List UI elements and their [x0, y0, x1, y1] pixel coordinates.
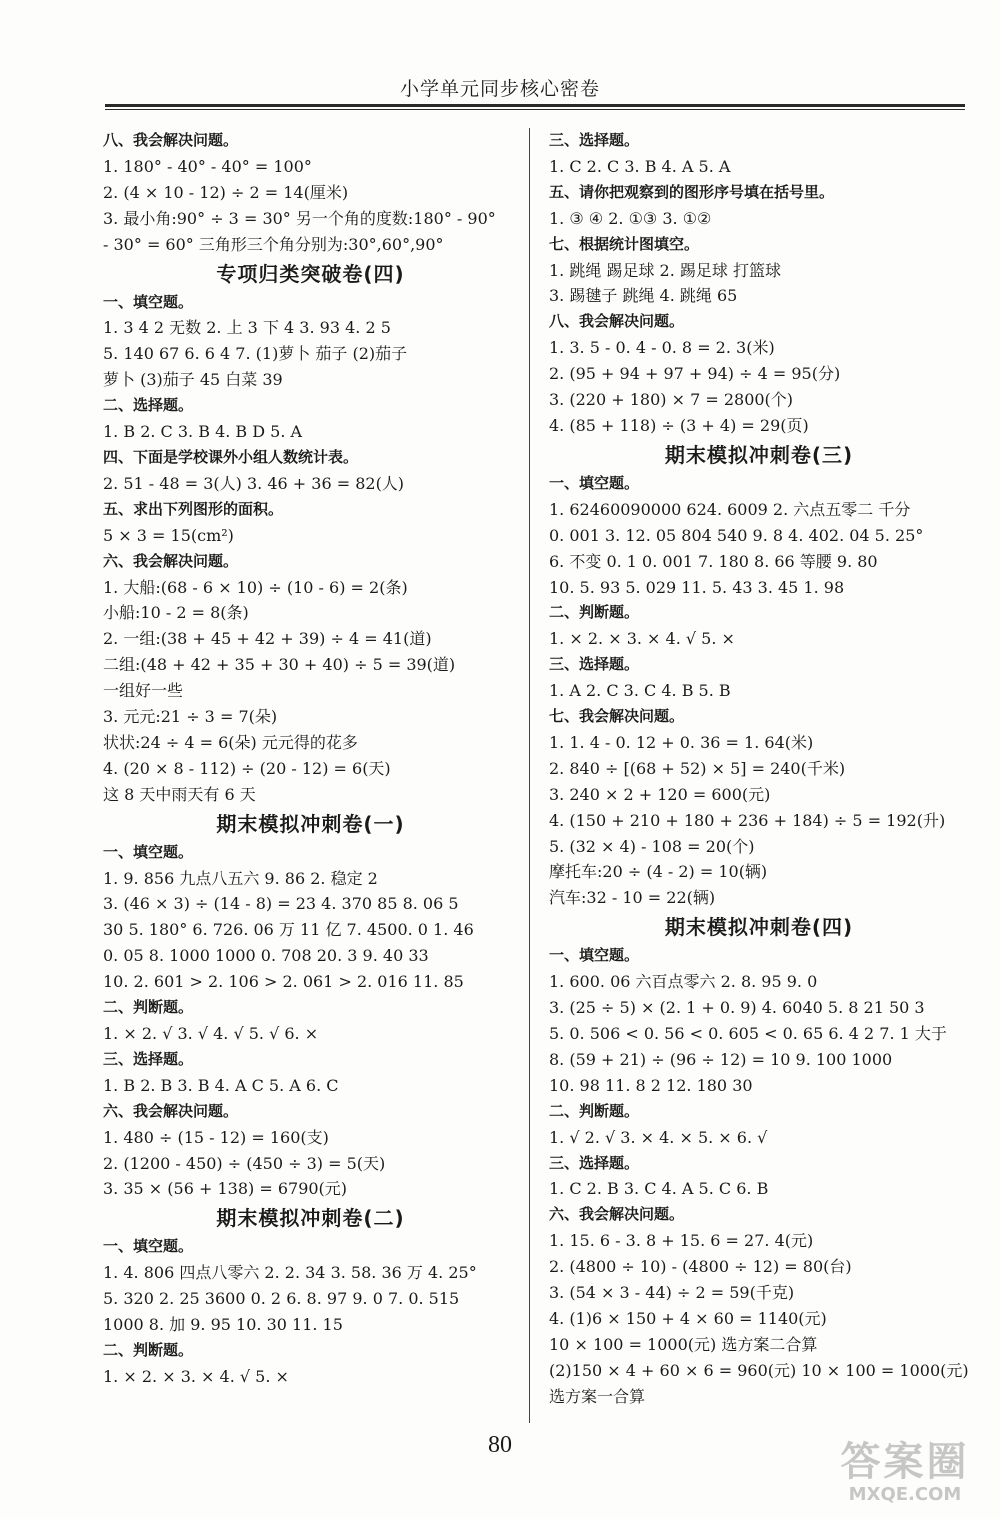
- answer-line: 3. (25 ÷ 5) × (2. 1 + 0. 9) 4. 6040 5. 8 21 50 3: [549, 998, 925, 1018]
- question-heading: 二、判断题。: [549, 1101, 640, 1120]
- answer-line: 1. 3 4 2 无数 2. 上 3 下 4 3. 93 4. 2 5: [103, 318, 391, 338]
- answer-line: 4. (1)6 × 150 + 4 × 60 = 1140(元): [549, 1308, 827, 1328]
- question-heading: 八、我会解决问题。: [549, 312, 685, 331]
- answer-line: 1. B 2. C 3. B 4. B D 5. A: [103, 422, 303, 442]
- question-heading: 八、我会解决问题。: [103, 131, 239, 149]
- question-heading: 一、填空题。: [549, 946, 640, 965]
- answer-line: 2. (4800 ÷ 10) - (4800 ÷ 12) = 80(台): [549, 1257, 852, 1277]
- answer-line: 3. (220 + 180) × 7 = 2800(个): [549, 390, 794, 410]
- question-heading: 七、根据统计图填空。: [549, 234, 700, 253]
- answer-line: 汽车:32 - 10 = 22(辆): [549, 888, 716, 908]
- answer-line: 4. (85 + 118) ÷ (3 + 4) = 29(页): [549, 415, 809, 435]
- answer-line: 30 5. 180° 6. 726. 06 万 11 亿 7. 4500. 0 1. 46: [103, 920, 474, 940]
- question-heading: 一、填空题。: [549, 473, 640, 492]
- answer-line: 1. C 2. B 3. C 4. A 5. C 6. B: [549, 1179, 769, 1199]
- section-title: 期末模拟冲刺卷(一): [216, 811, 405, 836]
- question-heading: 六、我会解决问题。: [103, 551, 239, 570]
- answer-line: 1. 600. 06 六百点零六 2. 8. 95 9. 0: [549, 972, 818, 992]
- answer-line: 5 × 3 = 15(cm²): [103, 525, 234, 545]
- answer-line: 3. (54 × 3 - 44) ÷ 2 = 59(千克): [549, 1283, 795, 1303]
- answer-line: 3. 元元:21 ÷ 3 = 7(朵): [103, 707, 278, 727]
- answer-line: 二组:(48 + 42 + 35 + 30 + 40) ÷ 5 = 39(道): [103, 655, 456, 675]
- answer-line: 1. B 2. B 3. B 4. A C 5. A 6. C: [103, 1075, 339, 1095]
- question-heading: 二、判断题。: [103, 998, 194, 1017]
- answer-line: 1. √ 2. √ 3. × 4. × 5. × 6. √: [549, 1127, 768, 1147]
- answer-line: 1. ③ ④ 2. ①③ 3. ①②: [549, 208, 712, 228]
- answer-line: 0. 001 3. 12. 05 804 540 9. 8 4. 402. 04 5. 25°: [549, 525, 924, 545]
- answer-line: (2)150 × 4 + 60 × 6 = 960(元) 10 × 100 = 1000(元): [549, 1360, 969, 1380]
- answer-line: - 30° = 60° 三角形三个角分别为:30°,60°,90°: [103, 234, 444, 254]
- answer-line: 3. 240 × 2 + 120 = 600(元): [549, 784, 771, 804]
- left-column: [103, 128, 518, 1390]
- section-title: 专项归类突破卷(四): [216, 261, 405, 286]
- answer-line: 5. 140 67 6. 6 4 7. (1)萝卜 茄子 (2)茄子: [103, 344, 408, 364]
- answer-line: 3. 踢毽子 跳绳 4. 跳绳 65: [549, 286, 738, 306]
- answer-line: 5. (32 × 4) - 108 = 20(个): [549, 836, 755, 856]
- answer-line: 0. 05 8. 1000 1000 0. 708 20. 3 9. 40 33: [103, 946, 429, 966]
- header-rule-thick: [105, 104, 965, 107]
- answer-line: 10. 2. 601 > 2. 106 > 2. 061 > 2. 016 11. 85: [103, 972, 464, 992]
- answer-line: 8. (59 + 21) ÷ (96 ÷ 12) = 10 9. 100 1000: [549, 1049, 893, 1069]
- answer-line: 3. 最小角:90° ÷ 3 = 30° 另一个角的度数:180° - 90°: [103, 208, 496, 228]
- answer-line: 1. 跳绳 踢足球 2. 踢足球 打篮球: [549, 260, 781, 280]
- watermark-logo: [820, 1440, 990, 1510]
- question-heading: 三、选择题。: [103, 1049, 194, 1068]
- answer-line: 10. 5. 93 5. 029 11. 5. 43 3. 45 1. 98: [549, 577, 845, 597]
- answer-line: 1. 4. 806 四点八零六 2. 2. 34 3. 58. 36 万 4. 25°: [103, 1263, 477, 1283]
- answer-line: 2. 840 ÷ [(68 + 52) × 5] = 240(千米): [549, 758, 846, 778]
- answer-line: 这 8 天中雨天有 6 天: [103, 784, 256, 804]
- answer-line: 1000 8. 加 9. 95 10. 30 11. 15: [103, 1315, 343, 1335]
- answer-line: 6. 不变 0. 1 0. 001 7. 180 8. 66 等腰 9. 80: [549, 551, 878, 571]
- question-heading: 一、填空题。: [103, 842, 194, 861]
- page-number: 80: [488, 1432, 512, 1458]
- watermark-logo-text: 答案圈: [840, 1439, 970, 1485]
- answer-line: 1. × 2. √ 3. √ 4. √ 5. √ 6. ×: [103, 1024, 319, 1043]
- answer-line: 1. A 2. C 3. C 4. B 5. B: [549, 681, 731, 701]
- question-heading: 二、判断题。: [103, 1340, 194, 1359]
- answer-line: 萝卜 (3)茄子 45 白菜 39: [103, 370, 283, 390]
- answer-line: 一组好一些: [103, 681, 184, 701]
- question-heading: 四、下面是学校课外小组人数统计表。: [103, 447, 359, 466]
- answer-line: 1. 62460090000 624. 6009 2. 六点五零二 千分: [549, 499, 911, 519]
- column-divider: [529, 128, 530, 1423]
- answer-line: 1. 3. 5 - 0. 4 - 0. 8 = 2. 3(米): [549, 338, 775, 358]
- answer-line: 5. 320 2. 25 3600 0. 2 6. 8. 97 9. 0 7. 0. 515: [103, 1289, 460, 1309]
- page-header-title: 小学单元同步核心密卷: [399, 78, 600, 100]
- answer-line: 摩托车:20 ÷ (4 - 2) = 10(辆): [549, 862, 768, 882]
- answer-line: 1. × 2. × 3. × 4. √ 5. ×: [103, 1366, 289, 1386]
- section-title: 期末模拟冲刺卷(四): [664, 915, 854, 940]
- answer-line: 2. (4 × 10 - 12) ÷ 2 = 14(厘米): [103, 182, 349, 202]
- question-heading: 三、选择题。: [549, 131, 640, 149]
- question-heading: 七、我会解决问题。: [549, 707, 685, 726]
- watermark-url: MXQE.COM: [848, 1484, 962, 1505]
- answer-line: 3. (46 × 3) ÷ (14 - 8) = 23 4. 370 85 8. 06 5: [103, 894, 459, 914]
- answer-line: 4. (150 + 210 + 180 + 236 + 184) ÷ 5 = 192(升): [549, 810, 946, 830]
- header-rule-thin: [105, 109, 965, 110]
- question-heading: 六、我会解决问题。: [549, 1205, 685, 1224]
- right-column: [549, 128, 969, 1410]
- answer-line: 10. 98 11. 8 2 12. 180 30: [549, 1075, 753, 1095]
- answer-line: 1. C 2. C 3. B 4. A 5. A: [549, 156, 731, 176]
- question-heading: 六、我会解决问题。: [103, 1101, 239, 1120]
- question-heading: 三、选择题。: [549, 655, 640, 674]
- question-heading: 五、求出下列图形的面积。: [103, 499, 284, 518]
- question-heading: 一、填空题。: [103, 292, 194, 311]
- question-heading: 一、填空题。: [103, 1237, 194, 1256]
- answer-line: 1. 大船:(68 - 6 × 10) ÷ (10 - 6) = 2(条): [103, 577, 408, 597]
- answer-line: 1. 15. 6 - 3. 8 + 15. 6 = 27. 4(元): [549, 1231, 814, 1251]
- answer-line: 小船:10 - 2 = 8(条): [103, 603, 249, 623]
- question-heading: 二、选择题。: [103, 396, 194, 415]
- answer-line: 1. × 2. × 3. × 4. √ 5. ×: [549, 629, 735, 649]
- answer-line: 1. 1. 4 - 0. 12 + 0. 36 = 1. 64(米): [549, 732, 814, 752]
- answer-line: 状状:24 ÷ 4 = 6(朵) 元元得的花多: [103, 732, 358, 752]
- answer-line: 2. (95 + 94 + 97 + 94) ÷ 4 = 95(分): [549, 364, 841, 384]
- answer-line: 2. (1200 - 450) ÷ (450 ÷ 3) = 5(天): [103, 1153, 386, 1173]
- answer-line: 1. 9. 856 九点八五六 9. 86 2. 稳定 2: [103, 868, 378, 888]
- answer-line: 5. 0. 506 < 0. 56 < 0. 605 < 0. 65 6. 4 2 7. 1 大于: [549, 1024, 947, 1043]
- answer-line: 1. 180° - 40° - 40° = 100°: [103, 156, 312, 176]
- answer-line: 4. (20 × 8 - 112) ÷ (20 - 12) = 6(天): [103, 758, 391, 778]
- section-title: 期末模拟冲刺卷(二): [216, 1206, 405, 1231]
- answer-line: 选方案一合算: [549, 1386, 646, 1406]
- answer-line: 3. 35 × (56 + 138) = 6790(元): [103, 1179, 348, 1199]
- answer-line: 1. 480 ÷ (15 - 12) = 160(支): [103, 1127, 329, 1147]
- answer-line: 2. 51 - 48 = 3(人) 3. 46 + 36 = 82(人): [103, 473, 405, 493]
- question-heading: 五、请你把观察到的图形序号填在括号里。: [549, 182, 835, 201]
- question-heading: 三、选择题。: [549, 1153, 640, 1172]
- question-heading: 二、判断题。: [549, 603, 640, 622]
- section-title: 期末模拟冲刺卷(三): [664, 442, 854, 467]
- answer-line: 10 × 100 = 1000(元) 选方案二合算: [549, 1334, 818, 1354]
- answer-line: 2. 一组:(38 + 45 + 42 + 39) ÷ 4 = 41(道): [103, 629, 432, 649]
